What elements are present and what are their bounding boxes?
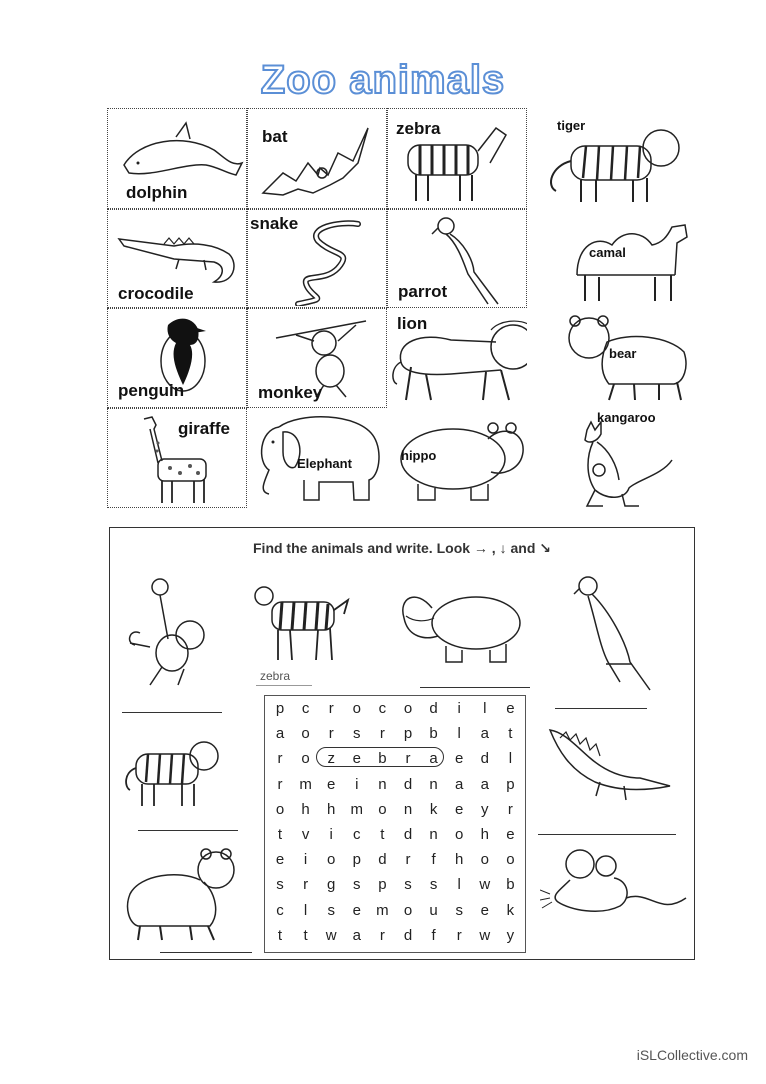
word-search-letter[interactable]: c [276, 901, 284, 919]
bear-worksheet-picture [120, 844, 240, 944]
word-search-letter[interactable]: r [277, 750, 283, 768]
hippo-worksheet-picture [396, 578, 526, 668]
word-search-letter[interactable]: l [457, 876, 461, 894]
word-search-letter[interactable]: r [507, 800, 513, 818]
word-search-letter[interactable]: t [303, 926, 308, 944]
cell-parrot [387, 209, 527, 308]
word-search-letter[interactable]: o [301, 750, 310, 768]
word-search-letter[interactable]: d [403, 926, 413, 944]
cell-lion [387, 308, 527, 408]
label-bat: bat [262, 127, 288, 146]
word-search-letter[interactable]: k [429, 800, 438, 818]
tiger-worksheet-picture [124, 732, 224, 812]
word-search-letter[interactable]: p [506, 775, 515, 793]
word-search-letter[interactable]: r [379, 725, 385, 743]
word-search-letter[interactable]: a [480, 775, 489, 793]
label-zebra: zebra [396, 119, 441, 138]
label-crocodile: crocodile [118, 284, 194, 303]
word-search-letter[interactable]: l [483, 700, 487, 717]
word-search-letter[interactable]: h [327, 800, 336, 818]
word-search-letter[interactable]: r [405, 750, 411, 768]
word-search-letter[interactable]: a [352, 926, 361, 944]
word-search-letter[interactable]: o [506, 851, 515, 869]
word-search-letter[interactable]: o [455, 826, 464, 843]
word-search-letter[interactable]: c [378, 700, 387, 717]
word-search-letter[interactable]: w [325, 926, 337, 944]
word-search-letter[interactable]: p [352, 851, 361, 869]
zebra-circled-answer [316, 747, 444, 767]
word-search-letter[interactable]: d [429, 700, 438, 717]
cell-penguin [107, 308, 247, 408]
word-search-letter[interactable]: i [355, 775, 359, 793]
kangaroo-picture [567, 420, 677, 512]
word-search-letter[interactable]: s [353, 725, 361, 743]
word-search-letter[interactable]: d [378, 851, 387, 869]
cell-bat [247, 108, 387, 209]
word-search-letter[interactable]: i [329, 826, 333, 843]
label-dolphin: dolphin [126, 183, 188, 202]
footer-watermark: iSLCollective.com [636, 1047, 748, 1063]
word-search-letter[interactable]: y [506, 926, 515, 944]
cell-monkey [247, 308, 387, 408]
word-search-letter[interactable]: b [378, 750, 387, 768]
word-search-letter[interactable]: l [303, 901, 308, 919]
answer-line-monkey[interactable] [122, 712, 222, 713]
word-search-letter[interactable]: n [403, 800, 413, 818]
answer-line-hippo[interactable] [420, 687, 530, 688]
word-search-letter[interactable]: w [479, 926, 491, 944]
sample-answer: zebra [260, 669, 291, 683]
word-search-letter[interactable]: e [506, 700, 515, 717]
word-search-letter[interactable]: s [429, 876, 438, 894]
word-search-letter[interactable]: u [429, 901, 438, 919]
word-search-letter[interactable]: a [480, 725, 489, 743]
cell-elephant [247, 408, 387, 508]
word-search-letter[interactable]: a [429, 750, 438, 768]
word-search-letter[interactable]: n [378, 775, 387, 793]
cell-kangaroo [527, 408, 701, 508]
zebra-worksheet-picture [248, 576, 358, 666]
word-search-letter[interactable]: r [456, 926, 462, 944]
word-search-letter[interactable]: m [376, 901, 389, 919]
label-monkey: monkey [258, 383, 323, 402]
answer-line-tiger[interactable] [138, 830, 238, 831]
label-hippo: hippo [401, 448, 437, 463]
word-search-letter[interactable]: k [506, 901, 515, 919]
label-penguin: penguin [118, 381, 185, 400]
word-search-letter[interactable]: n [429, 775, 438, 793]
word-search-letter[interactable]: o [480, 851, 489, 869]
word-search-letter[interactable]: h [455, 851, 464, 869]
word-search-letter[interactable]: h [301, 800, 310, 818]
word-search-letter[interactable]: e [352, 901, 361, 919]
word-search-letter[interactable]: r [328, 700, 334, 717]
word-search-letter[interactable]: s [455, 901, 463, 919]
word-search-letter[interactable]: p [275, 700, 285, 717]
word-search-letter[interactable]: s [404, 876, 412, 894]
answer-line-parrot[interactable] [555, 708, 647, 709]
cell-snake [247, 209, 387, 308]
cell-bear [527, 308, 701, 408]
cell-giraffe [107, 408, 247, 508]
word-search-letter[interactable]: r [328, 725, 334, 743]
word-search-letter[interactable]: e [327, 775, 336, 793]
word-search-letter[interactable]: p [378, 876, 387, 894]
word-search-letter[interactable]: d [480, 750, 489, 768]
word-search-letter[interactable]: p [403, 725, 413, 743]
word-search-letter[interactable]: i [303, 851, 308, 869]
word-search-letter[interactable]: e [480, 901, 489, 919]
word-search-letter[interactable]: g [327, 876, 336, 894]
word-search-letter[interactable]: e [275, 851, 285, 869]
worksheet-instruction: Find the animals and write. Look → , ↓ and ↘ [253, 540, 551, 556]
worksheet-panel [109, 527, 695, 960]
monkey-worksheet-picture [120, 573, 220, 693]
label-bear: bear [609, 346, 637, 361]
label-giraffe: giraffe [178, 419, 230, 438]
word-search-letter[interactable]: z [327, 750, 335, 768]
camel-picture [567, 215, 697, 305]
answer-line-crocodile[interactable] [538, 834, 676, 835]
word-search-letter[interactable]: r [405, 851, 411, 869]
answer-line-bear[interactable] [160, 952, 252, 953]
label-elephant: Elephant [297, 456, 352, 471]
word-search-letter[interactable]: a [275, 725, 285, 743]
word-search-letter[interactable]: c [353, 826, 361, 843]
word-search-letter[interactable]: o [275, 800, 285, 818]
label-camal: camal [589, 245, 626, 260]
word-search-letter[interactable]: d [403, 826, 413, 843]
word-search-letter[interactable]: a [455, 775, 464, 793]
word-search-letter[interactable]: s [353, 876, 361, 894]
word-search-letter[interactable]: e [352, 750, 361, 768]
crocodile-worksheet-picture [540, 720, 680, 810]
parrot-worksheet-picture [570, 572, 660, 692]
word-search-letter[interactable]: t [380, 826, 385, 843]
label-tiger: tiger [557, 118, 586, 133]
word-search-letter[interactable]: m [350, 800, 364, 818]
cell-camal [527, 209, 701, 308]
word-search-letter[interactable]: m [299, 775, 312, 793]
word-search-letter[interactable]: o [301, 725, 310, 743]
word-search-letter[interactable]: v [301, 826, 310, 843]
word-search-letter[interactable]: r [379, 926, 385, 944]
word-search-letter[interactable]: f [431, 851, 436, 869]
word-search-letter[interactable]: r [303, 876, 309, 894]
mouse-worksheet-picture [540, 846, 690, 926]
word-search-letter[interactable]: t [508, 725, 513, 743]
word-search-letter[interactable]: t [277, 826, 283, 843]
answer-line-zebra [256, 685, 312, 686]
word-search-letter[interactable]: c [301, 700, 310, 717]
word-search-letter[interactable]: y [481, 800, 489, 818]
cell-dolphin [107, 108, 247, 209]
word-search-letter[interactable]: e [455, 800, 464, 818]
word-search-letter[interactable]: w [479, 876, 491, 894]
word-search-letter[interactable]: n [429, 826, 438, 843]
word-search-letter[interactable]: e [455, 750, 464, 768]
word-search-letter[interactable]: h [480, 826, 489, 843]
word-search-letter[interactable]: i [457, 700, 461, 717]
label-kangaroo: kangaroo [597, 410, 656, 425]
word-search-letter[interactable]: r [277, 775, 283, 793]
word-search-letter[interactable]: o [403, 901, 413, 919]
label-snake: snake [250, 214, 299, 233]
word-search-letter[interactable]: o [327, 851, 336, 869]
word-search-letter[interactable]: o [403, 700, 413, 717]
cell-zebra [387, 108, 527, 209]
word-search-grid [264, 695, 526, 953]
word-search-letter[interactable]: o [352, 700, 361, 717]
word-search-letter[interactable]: s [276, 876, 284, 894]
word-search-letter[interactable]: b [506, 876, 515, 894]
cell-tiger [527, 108, 701, 209]
word-search-letter[interactable]: l [508, 750, 513, 768]
label-parrot: parrot [398, 282, 448, 301]
animal-picture-grid [107, 108, 701, 508]
page-title: Zoo animals [260, 58, 506, 102]
word-search-letter[interactable]: l [457, 725, 461, 743]
label-lion: lion [397, 314, 428, 333]
word-search-letter[interactable]: f [431, 926, 436, 944]
word-search-letter[interactable]: b [429, 725, 438, 743]
word-search-letter[interactable]: d [403, 775, 413, 793]
word-search-letter[interactable]: e [506, 826, 515, 843]
word-search-letter[interactable]: o [378, 800, 387, 818]
cell-hippo [387, 408, 527, 508]
word-search-letter[interactable]: t [277, 926, 283, 944]
cell-crocodile [107, 209, 247, 308]
word-search-letter[interactable]: s [327, 901, 335, 919]
